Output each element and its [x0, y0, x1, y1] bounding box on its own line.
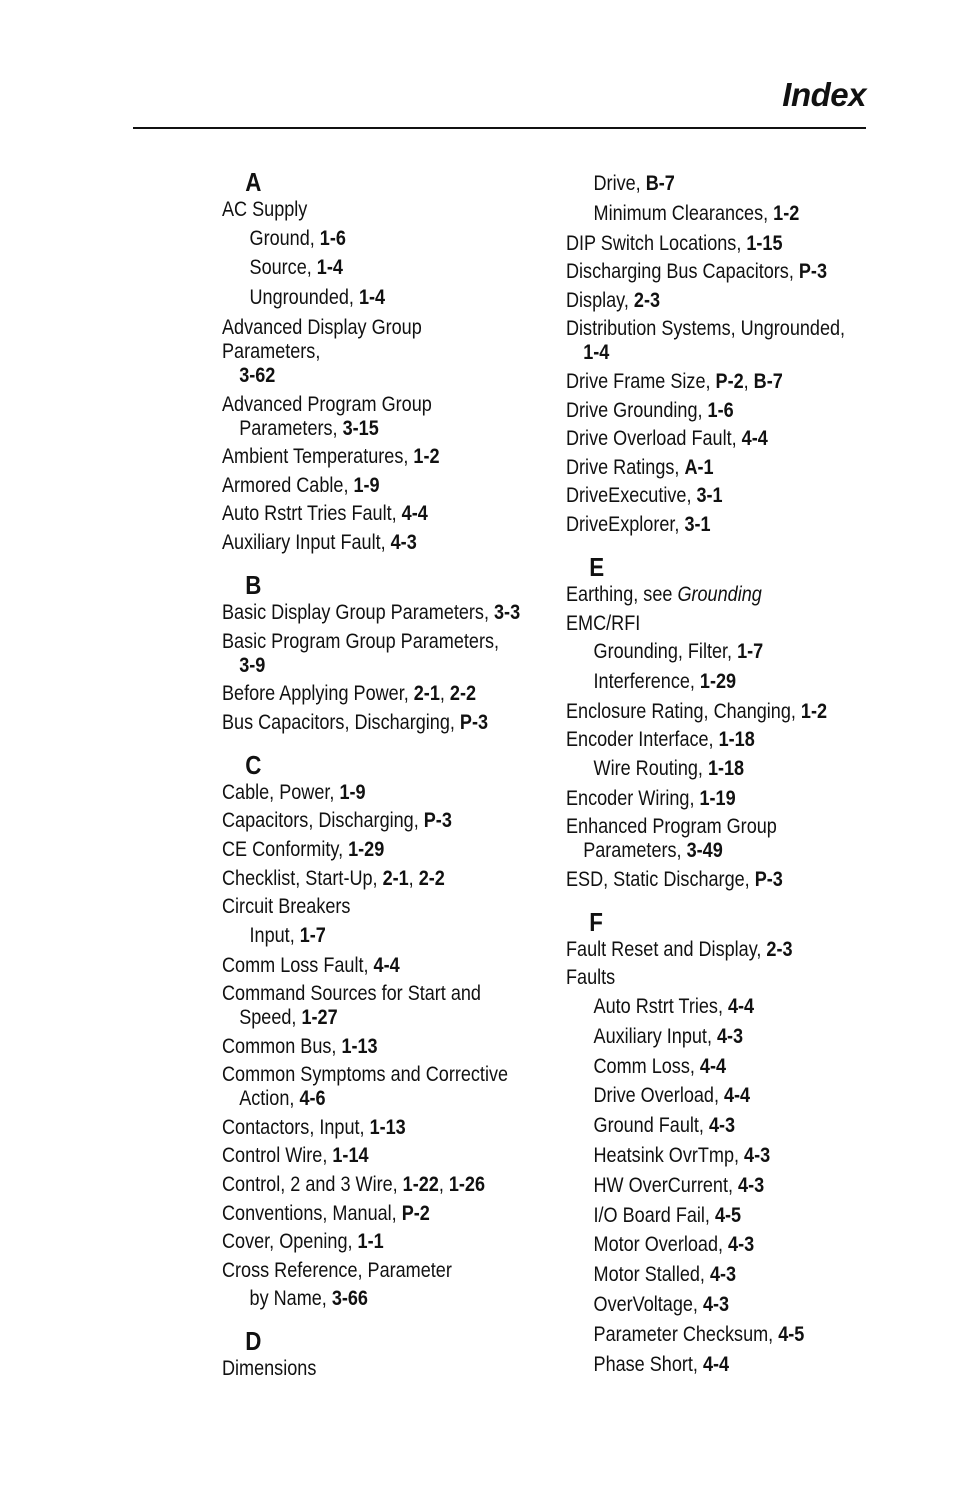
page-reference: 3-49	[686, 839, 723, 863]
entry-text: Cover, Opening,	[222, 1230, 358, 1254]
index-section	[566, 172, 867, 537]
page-reference: 1-13	[369, 1115, 406, 1139]
page-reference: 4-3	[709, 1263, 737, 1287]
index-entry	[222, 1173, 523, 1197]
index-entry	[222, 601, 523, 625]
entry-text: Control Wire,	[222, 1144, 333, 1168]
index-subentry	[566, 1353, 867, 1377]
page-reference: 1-6	[319, 226, 346, 250]
index-entry	[566, 513, 867, 537]
page-reference: 1-7	[299, 923, 326, 947]
index-subentry	[222, 227, 523, 251]
page-reference: 1-4	[583, 341, 610, 365]
entry-text: Parameters,	[583, 839, 687, 863]
entry-text: Before Applying Power,	[222, 682, 414, 706]
section-letter: C	[245, 749, 262, 780]
page-reference: 1-15	[746, 231, 783, 255]
entry-text: Drive Ratings,	[566, 455, 685, 479]
page-reference: 1-2	[413, 445, 440, 469]
entry-text: Fault Reset and Display,	[566, 937, 767, 961]
entry-text: ESD, Static Discharge,	[566, 867, 755, 891]
index-entry	[222, 954, 523, 978]
index-subentry	[566, 1144, 867, 1168]
header-rule	[133, 127, 866, 129]
entry-text: ,	[743, 369, 754, 393]
index-entry	[222, 445, 523, 469]
page-reference: 4-4	[741, 427, 768, 451]
entry-text: DriveExplorer,	[566, 512, 685, 536]
entry-text: I/O Board Fail,	[593, 1203, 715, 1227]
index-entry	[222, 1035, 523, 1059]
index-entry	[222, 682, 523, 706]
page-reference: 1-29	[348, 837, 385, 861]
entry-text: Wire Routing,	[593, 756, 708, 780]
page-reference: 1-13	[341, 1034, 378, 1058]
index-entry	[566, 700, 867, 724]
page-title: Index	[782, 76, 866, 113]
entry-text: Discharging Bus Capacitors,	[566, 260, 799, 284]
index-subentry	[566, 1233, 867, 1257]
entry-text: Common Symptoms and Corrective	[222, 1063, 509, 1087]
entry-text: OverVoltage,	[593, 1293, 703, 1317]
index-entry	[566, 456, 867, 480]
page-reference: 1-7	[737, 640, 764, 664]
index-section	[222, 569, 523, 735]
entry-continuation	[566, 839, 867, 863]
page-reference: 4-3	[744, 1144, 771, 1168]
page-reference: 1-14	[332, 1144, 369, 1168]
page-reference: 4-3	[728, 1233, 755, 1257]
index-entry	[566, 966, 867, 990]
index-subentry	[566, 1025, 867, 1049]
entry-text: Drive Frame Size,	[566, 369, 716, 393]
index-subentry	[566, 640, 867, 664]
entry-text: Advanced Display Group Parameters,	[222, 315, 422, 363]
entry-continuation	[222, 654, 523, 678]
page-reference: 3-3	[494, 600, 521, 624]
index-entry	[566, 484, 867, 508]
entry-text: ,	[438, 1173, 449, 1197]
entry-text: Contactors, Input,	[222, 1115, 370, 1139]
index-subentry	[222, 286, 523, 310]
entry-text: Distribution Systems, Ungrounded,	[566, 317, 846, 341]
index-subentry	[566, 1293, 867, 1317]
index-entry	[222, 393, 523, 441]
entry-text: Source,	[249, 256, 317, 280]
entry-text: AC Supply	[222, 198, 308, 221]
page-reference: B-7	[753, 369, 783, 393]
page-reference: 4-3	[390, 530, 417, 554]
page-reference: 1-9	[339, 780, 366, 804]
entry-text: Encoder Wiring,	[566, 786, 700, 810]
page-reference: B-7	[645, 172, 675, 195]
entry-text: Cross Reference, Parameter	[222, 1258, 452, 1282]
entry-text: ,	[439, 682, 450, 706]
index-entry	[222, 809, 523, 833]
entry-text: Interference,	[593, 669, 700, 693]
entry-continuation	[222, 417, 523, 441]
page-reference: 1-6	[707, 398, 734, 422]
index-entry	[222, 1230, 523, 1254]
entry-text: Display,	[566, 288, 634, 312]
entry-text: Auxiliary Input Fault,	[222, 530, 391, 554]
index-entry	[566, 232, 867, 256]
page-reference: 4-4	[401, 502, 428, 526]
index-entry	[222, 711, 523, 735]
page-reference: 4-4	[373, 953, 400, 977]
index-entry	[222, 198, 523, 222]
index-entry	[566, 868, 867, 892]
index-entry	[566, 399, 867, 423]
page-reference: P-3	[459, 710, 489, 734]
entry-text: Drive Grounding,	[566, 398, 708, 422]
index-entry	[222, 1202, 523, 1226]
index-entry	[566, 583, 867, 607]
cross-reference-term: Grounding	[677, 582, 762, 606]
index-subentry	[222, 1287, 523, 1311]
entry-text: Capacitors, Discharging,	[222, 809, 424, 833]
index-subentry	[566, 1323, 867, 1347]
index-entry	[222, 531, 523, 555]
entry-text: Drive,	[593, 172, 646, 195]
page-reference: P-2	[715, 369, 744, 393]
entry-continuation	[222, 364, 523, 388]
index-section	[566, 906, 867, 1377]
index-entry	[222, 1259, 523, 1283]
entry-text: Conventions, Manual,	[222, 1201, 402, 1225]
page-reference: 3-1	[696, 484, 723, 508]
page-reference: 1-18	[718, 728, 755, 752]
entry-continuation	[222, 1087, 523, 1111]
page-reference: 4-3	[708, 1114, 736, 1138]
page-reference: 1-22	[402, 1173, 439, 1197]
page-reference: 1-1	[357, 1230, 384, 1254]
index-subentry	[566, 670, 867, 694]
index-entry	[566, 612, 867, 636]
index-entry	[222, 474, 523, 498]
entry-text: by Name,	[249, 1287, 332, 1311]
index-subentry	[566, 995, 867, 1019]
entry-text: Advanced Program Group	[222, 392, 432, 416]
page-reference: 1-19	[699, 786, 736, 810]
index-subentry	[566, 1084, 867, 1108]
index-entry	[566, 289, 867, 313]
index-subentry	[566, 1263, 867, 1287]
index-entry	[222, 1144, 523, 1168]
entry-text: Grounding, Filter,	[593, 640, 738, 664]
index-column-right	[566, 172, 866, 1382]
entry-text: Parameter Checksum,	[593, 1322, 779, 1346]
index-section	[222, 1325, 523, 1381]
page-reference: 2-3	[766, 937, 793, 961]
entry-text: Ground Fault,	[593, 1114, 709, 1138]
page-reference: 4-4	[728, 995, 755, 1019]
index-subentry	[566, 1055, 867, 1079]
index-subentry	[566, 202, 867, 226]
entry-text: Ambient Temperatures,	[222, 445, 414, 469]
entry-text: Common Bus,	[222, 1034, 342, 1058]
entry-text: HW OverCurrent,	[593, 1173, 739, 1197]
entry-text: CE Conformity,	[222, 837, 349, 861]
index-entry	[222, 1116, 523, 1140]
page-reference: 1-4	[316, 256, 343, 280]
entry-text: EMC/RFI	[566, 611, 641, 635]
index-subentry	[566, 1114, 867, 1138]
page-reference: 3-1	[684, 512, 711, 536]
entry-text: Motor Stalled,	[593, 1263, 710, 1287]
index-subentry	[566, 757, 867, 781]
entry-text: Auto Rstrt Tries,	[593, 995, 729, 1019]
index-subentry	[566, 1174, 867, 1198]
section-letter: A	[245, 167, 262, 197]
page-reference: 3-66	[331, 1287, 368, 1311]
index-entry	[566, 728, 867, 752]
index-entry	[222, 1063, 523, 1111]
entry-text: Auxiliary Input,	[593, 1024, 717, 1048]
section-letter: E	[589, 551, 605, 582]
entry-text: Comm Loss Fault,	[222, 953, 374, 977]
page-reference: 4-4	[723, 1084, 751, 1108]
entry-continuation	[566, 341, 867, 365]
entry-text: Auto Rstrt Tries Fault,	[222, 502, 402, 526]
page-reference: 4-5	[778, 1322, 805, 1346]
entry-text: Action,	[239, 1087, 300, 1111]
page-reference: 1-2	[773, 201, 800, 225]
index-section	[222, 166, 523, 555]
page-reference: 1-26	[448, 1173, 486, 1197]
entry-text: Heatsink OvrTmp,	[593, 1144, 745, 1168]
entry-text: Command Sources for Start and	[222, 982, 481, 1006]
index-subentry	[566, 1204, 867, 1228]
page-reference: 4-3	[738, 1173, 765, 1197]
entry-text: Control, 2 and 3 Wire,	[222, 1173, 403, 1197]
index-entry	[566, 815, 867, 863]
entry-text: Drive Overload Fault,	[566, 427, 742, 451]
section-letter: D	[245, 1326, 262, 1357]
entry-text: ,	[408, 866, 419, 890]
entry-text: Drive Overload,	[593, 1084, 724, 1108]
page-reference: 4-4	[699, 1054, 727, 1078]
page-reference: P-2	[401, 1201, 430, 1225]
index-entry	[222, 502, 523, 526]
page-reference: 4-6	[299, 1087, 326, 1111]
entry-text: Checklist, Start-Up,	[222, 866, 383, 890]
entry-text: Cable, Power,	[222, 780, 340, 804]
page-reference: P-3	[798, 260, 827, 284]
page-reference: P-3	[423, 809, 452, 833]
section-letter: B	[245, 569, 262, 600]
page-reference: 2-1	[413, 682, 440, 706]
entry-text: Earthing, see	[566, 582, 678, 606]
page-reference: 4-4	[702, 1352, 730, 1376]
page-reference: 3-15	[342, 416, 379, 440]
page-reference: 1-18	[707, 756, 745, 780]
page-reference: 2-2	[418, 866, 445, 890]
entry-text: Minimum Clearances,	[593, 201, 774, 225]
entry-text: Ungrounded,	[249, 286, 359, 310]
page-reference: 1-29	[699, 669, 737, 693]
entry-text: Speed,	[239, 1006, 302, 1030]
entry-text: Faults	[566, 966, 616, 990]
index-column-left	[222, 166, 522, 1386]
index-entry	[566, 427, 867, 451]
page-reference: 2-2	[449, 682, 477, 706]
entry-text: Enhanced Program Group	[566, 815, 777, 839]
page-reference: 4-5	[714, 1203, 742, 1227]
page-reference: 4-3	[716, 1024, 744, 1048]
index-entry	[222, 1357, 523, 1381]
page-reference: 1-4	[358, 286, 386, 310]
page-reference: 2-1	[382, 866, 409, 890]
page-reference: A-1	[684, 455, 714, 479]
page-reference: 1-9	[353, 473, 380, 497]
entry-continuation	[222, 1006, 523, 1030]
index-entry	[222, 316, 523, 388]
entry-text: Dimensions	[222, 1357, 317, 1381]
entry-text: Phase Short,	[593, 1352, 703, 1376]
index-entry	[566, 370, 867, 394]
entry-text: Motor Overload,	[593, 1233, 729, 1257]
page-reference: 3-9	[239, 653, 266, 677]
index-section	[566, 551, 867, 892]
entry-text: Bus Capacitors, Discharging,	[222, 710, 460, 734]
page-reference: P-3	[754, 867, 783, 891]
index-entry	[222, 895, 523, 919]
page-reference: 1-2	[800, 699, 828, 723]
entry-text: DIP Switch Locations,	[566, 231, 747, 255]
entry-text: Input,	[249, 923, 300, 947]
section-letter: F	[589, 906, 603, 937]
index-section	[222, 749, 523, 1312]
index-entry	[566, 260, 867, 284]
entry-text: Armored Cable,	[222, 473, 354, 497]
entry-text: Basic Program Group Parameters,	[222, 629, 500, 653]
page-reference: 4-3	[702, 1293, 730, 1317]
page-reference: 3-62	[239, 363, 276, 387]
index-subentry	[222, 256, 523, 280]
entry-text: Ground,	[249, 226, 320, 250]
entry-text: DriveExecutive,	[566, 484, 697, 508]
entry-text: Circuit Breakers	[222, 895, 351, 919]
entry-text: Enclosure Rating, Changing,	[566, 699, 801, 723]
index-entry	[222, 867, 523, 891]
index-entry	[222, 781, 523, 805]
index-subentry	[566, 172, 867, 196]
index-subentry	[222, 924, 523, 948]
page-reference: 1-27	[301, 1006, 338, 1030]
index-entry	[566, 317, 867, 365]
index-entry	[222, 838, 523, 862]
entry-text: Parameters,	[239, 416, 343, 440]
entry-text: Basic Display Group Parameters,	[222, 600, 495, 624]
entry-text: Comm Loss,	[593, 1054, 700, 1078]
index-entry	[566, 787, 867, 811]
index-entry	[222, 630, 523, 678]
page-reference: 2-3	[633, 288, 661, 312]
index-entry	[222, 982, 523, 1030]
entry-text: Encoder Interface,	[566, 728, 719, 752]
index-entry	[566, 938, 867, 962]
